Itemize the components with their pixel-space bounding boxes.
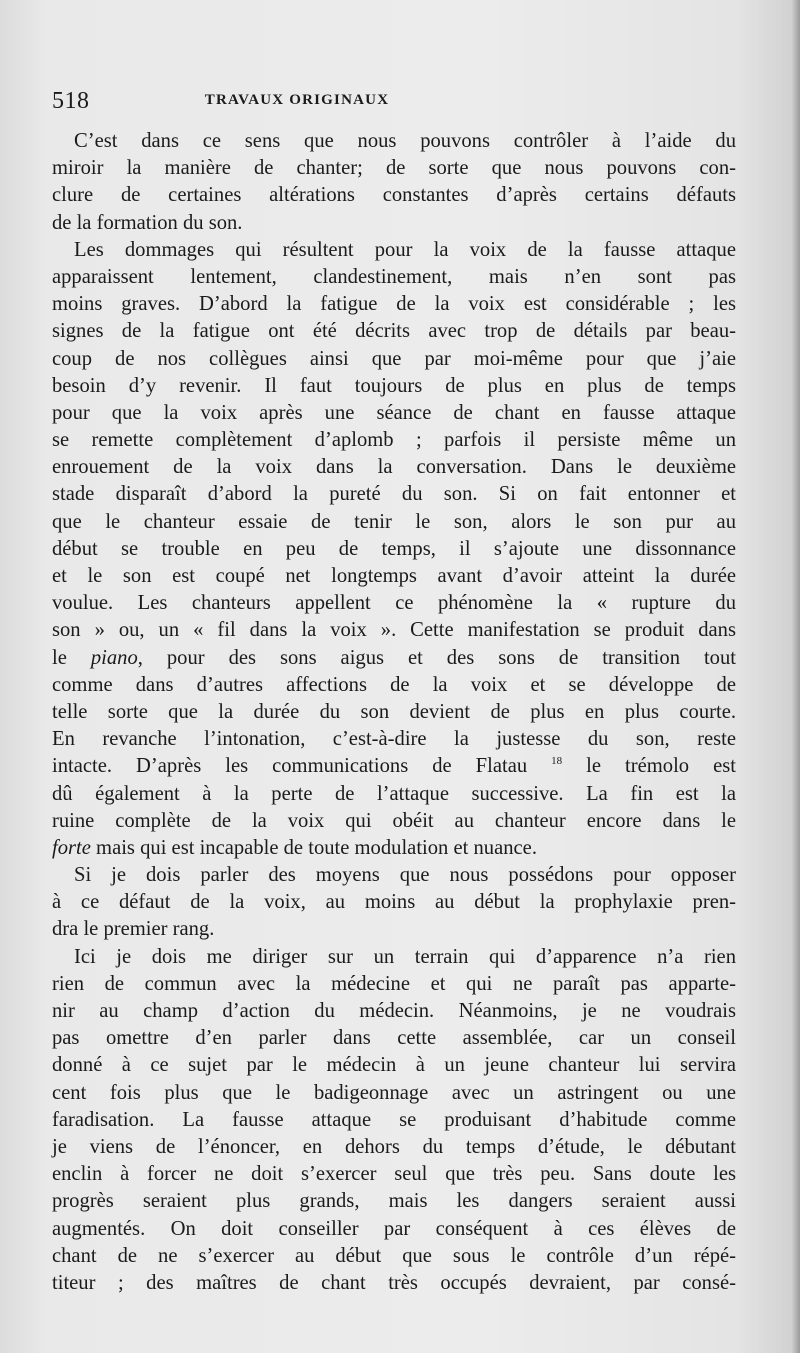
text-line (52, 563, 736, 590)
line-text: coup de nos collègues ainsi que par moi-même pour que j’aie (52, 347, 736, 370)
line-text: cent fois plus que le badigeonnage avec un astringent ou une (52, 1081, 736, 1104)
line-text: moins graves. D’abord la fatigue de la voix est considérable ; les (52, 293, 736, 316)
text-line (52, 1052, 736, 1079)
text-line (52, 753, 736, 780)
text-line (52, 346, 736, 373)
text-line (52, 1080, 736, 1107)
text-line (52, 699, 736, 726)
line-text: de la formation du son. (52, 211, 243, 234)
page-edge-shadow (791, 0, 800, 1353)
line-text: C’est dans ce sens que nous pouvons contrôler à l’aide du (74, 130, 736, 152)
line-text: augmentés. On doit conseiller par conséquent à ces élèves de (52, 1217, 736, 1240)
text-line (52, 1188, 736, 1215)
line-text: son » ou, un « fil dans la voix ». Cette manifestation se produit dans (52, 619, 736, 642)
line-text-post: le trémolo est (562, 755, 736, 778)
body-text (52, 128, 736, 1297)
text-line (52, 889, 736, 916)
text-line (52, 128, 736, 155)
text-line (52, 210, 736, 237)
line-text-pre: le (52, 646, 91, 669)
line-text-post: mais qui est incapable de toute modulation et nuance. (90, 836, 537, 859)
line-text: et le son est coupé net longtemps avant d’avoir atteint la durée (52, 565, 736, 587)
line-text: début se trouble en peu de temps, il s’ajoute une dissonnance (52, 537, 736, 560)
line-text: à ce défaut de la voix, au moins au début la prophylaxie pren- (52, 891, 736, 914)
text-line (52, 1025, 736, 1052)
line-text: apparaissent lentement, clandestinement, mais n’en sont pas (52, 265, 736, 288)
text-line (52, 454, 736, 481)
text-line (52, 1107, 736, 1134)
line-text: stade disparaît d’abord la pureté du son. Si on fait entonner et (52, 483, 736, 506)
line-text: progrès seraient plus grands, mais les dangers seraient aussi (52, 1190, 736, 1213)
line-text: miroir la manière de chanter; de sorte que nous pouvons con- (52, 157, 736, 180)
line-text: comme dans d’autres affections de la voix et se développe de (52, 673, 736, 696)
italic-term: piano (90, 646, 138, 669)
line-text: se remette complètement d’aplomb ; parfois il persiste même un (52, 429, 736, 452)
text-line (52, 155, 736, 182)
text-line (52, 971, 736, 998)
line-text: pas omettre d’en parler dans cette assemblée, car un conseil (52, 1027, 736, 1050)
line-text: telle sorte que la durée du son devient de plus en plus courte. (52, 700, 736, 723)
line-text: dû également à la perte de l’attaque successive. La fin est la (52, 782, 736, 805)
line-text: nir au champ d’action du médecin. Néanmoins, je ne voudrais (52, 1000, 736, 1022)
text-line (52, 617, 736, 644)
text-line (52, 835, 736, 862)
line-text: besoin d’y revenir. Il faut toujours de plus en plus de temps (52, 374, 736, 397)
text-line (52, 536, 736, 563)
running-head: TRAVAUX ORIGINAUX (204, 92, 390, 108)
page-header (52, 88, 728, 118)
line-text: titeur ; des maîtres de chant très occupés devraient, par consé- (52, 1271, 736, 1294)
line-text: je viens de l’énoncer, en dehors du temps d’étude, le débutant (52, 1135, 736, 1158)
line-text: dra le premier rang. (52, 918, 215, 941)
line-text-pre: intacte. D’après les communications de Flatau (52, 755, 552, 778)
line-text: signes de la fatigue ont été décrits avec trop de détails par beau- (52, 320, 736, 343)
line-text: faradisation. La fausse attaque se produisant d’habitude comme (52, 1108, 736, 1131)
text-line (52, 916, 736, 943)
text-line (52, 264, 736, 291)
text-line (52, 672, 736, 699)
line-text: donné à ce sujet par le médecin à un jeune chanteur lui servira (52, 1054, 736, 1077)
text-line (52, 182, 736, 209)
italic-term: forte (52, 836, 91, 859)
text-line (52, 427, 736, 454)
text-line (52, 726, 736, 753)
line-text: enrouement de la voix dans la conversation. Dans le deuxième (52, 456, 736, 479)
line-text: enclin à forcer ne doit s’exercer seul que très peu. Sans doute les (52, 1163, 736, 1186)
line-text: voulue. Les chanteurs appellent ce phénomène la « rupture du (52, 592, 736, 615)
text-line (52, 481, 736, 508)
text-line (52, 400, 736, 427)
text-line (52, 1134, 736, 1161)
text-line (52, 1243, 736, 1270)
line-text: que le chanteur essaie de tenir le son, alors le son pur au (52, 510, 736, 533)
text-line (52, 944, 736, 971)
text-line (52, 1216, 736, 1243)
text-line (52, 237, 736, 264)
line-text: Les dommages qui résultent pour la voix de la fausse attaque (74, 238, 736, 261)
line-text: En revanche l’intonation, c’est-à-dire la justesse du son, reste (52, 728, 736, 751)
text-line (52, 590, 736, 617)
line-text: chant de ne s’exercer au début que sous le contrôle d’un répé- (52, 1244, 736, 1267)
text-line (52, 1270, 736, 1297)
text-line (52, 808, 736, 835)
text-line (52, 318, 736, 345)
text-line (52, 509, 736, 536)
text-line (52, 862, 736, 889)
text-line (52, 1161, 736, 1188)
footnote-ref: 18 (551, 755, 563, 768)
text-line (52, 645, 736, 672)
text-line (52, 373, 736, 400)
line-text: Si je dois parler des moyens que nous possédons pour opposer (74, 864, 736, 887)
line-text: rien de commun avec la médecine et qui ne paraît pas apparte- (52, 972, 736, 995)
line-text: pour que la voix après une séance de chant en fausse attaque (52, 401, 736, 424)
text-line (52, 998, 736, 1025)
line-text: ruine complète de la voix qui obéit au chanteur encore dans le (52, 809, 736, 832)
line-text: clure de certaines altérations constantes d’après certains défauts (52, 184, 736, 207)
text-line (52, 781, 736, 808)
text-line (52, 291, 736, 318)
line-text-post: , pour des sons aigus et des sons de transition tout (137, 646, 736, 669)
line-text: Ici je dois me diriger sur un terrain qui d’apparence n’a rien (74, 945, 736, 968)
page-number: 518 (52, 88, 90, 114)
